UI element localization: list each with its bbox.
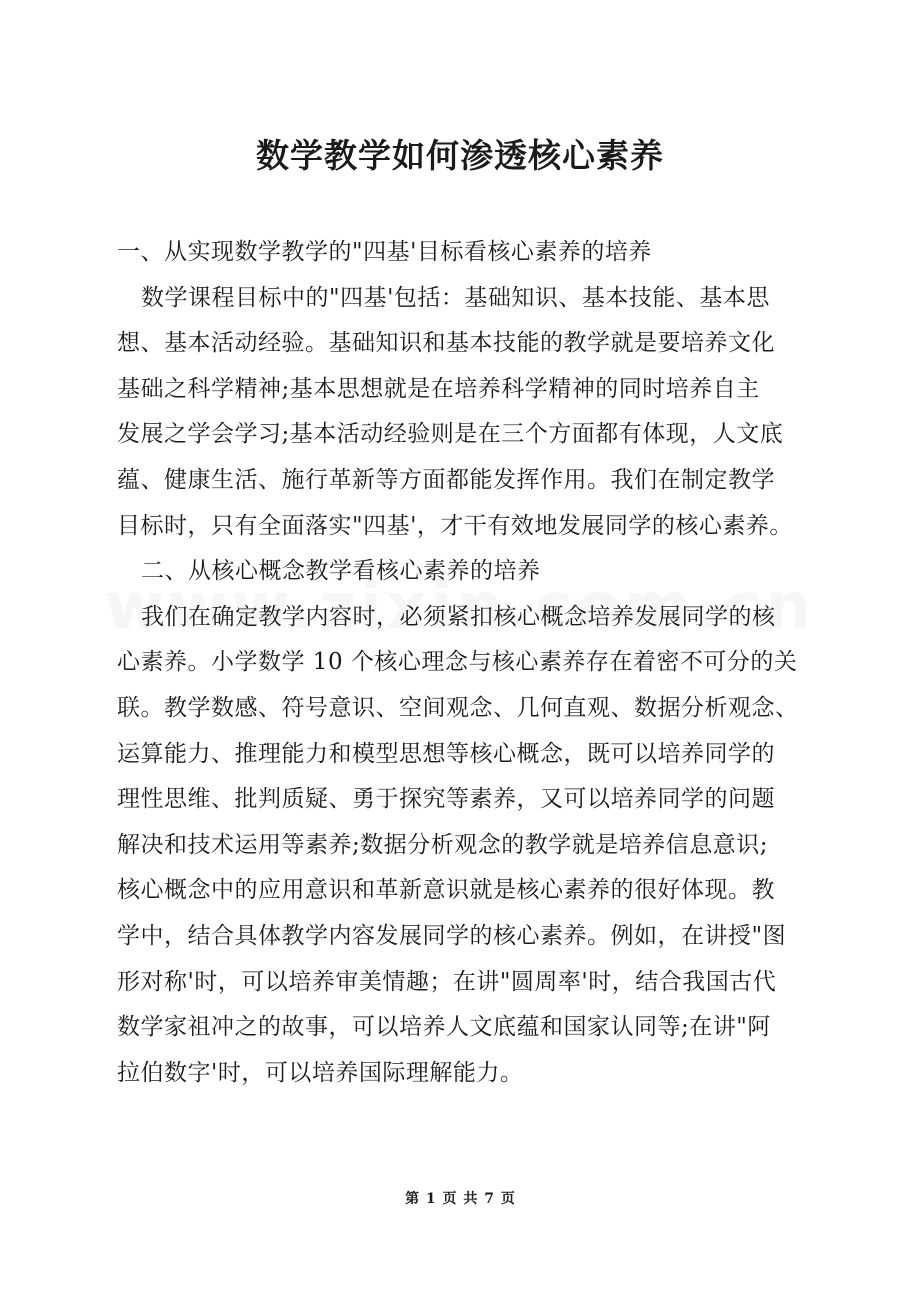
- paragraph-line: 学中，结合具体教学内容发展同学的核心素养。例如，在讲授"图: [117, 922, 787, 949]
- paragraph-line: 数学家祖冲之的故事，可以培养人文底蕴和国家认同等;在讲"阿: [117, 1014, 771, 1041]
- paragraph-line: 运算能力、推理能力和模型思想等核心概念，既可以培养同学的: [117, 740, 775, 767]
- paragraph-line: 拉伯数字'时，可以培养国际理解能力。: [117, 1059, 524, 1086]
- document-title: 数学教学如何渗透核心素养: [256, 136, 664, 175]
- paragraph-line: 蕴、健康生活、施行革新等方面都能发挥作用。我们在制定教学: [117, 466, 775, 493]
- paragraph-line: 发展之学会学习;基本活动经验则是在三个方面都有体现，人文底: [117, 421, 784, 448]
- paragraph-line: 一、从实现数学教学的"四基'目标看核心素养的培养: [117, 239, 652, 265]
- paragraph-line: 解决和技术运用等素养;数据分析观念的教学就是培养信息意识;: [117, 831, 768, 858]
- paragraph-line: 联。教学数感、符号意识、空间观念、几何直观、数据分析观念、: [117, 694, 799, 721]
- page-number: 第 1 页 共 7 页: [405, 1191, 515, 1207]
- paragraph-line: 核心概念中的应用意识和革新意识就是核心素养的很好体现。教: [117, 877, 775, 904]
- document-body: [117, 230, 817, 1096]
- paragraph-line: 目标时，只有全面落实"四基'，才干有效地发展同学的核心素养。: [117, 512, 793, 539]
- paragraph-line: 二、从核心概念教学看核心素养的培养: [141, 558, 541, 585]
- paragraph-line: 想、基本活动经验。基础知识和基本技能的教学就是要培养文化: [117, 330, 775, 357]
- paragraph-line: 数学课程目标中的"四基'包括：基础知识、基本技能、基本思: [141, 284, 770, 311]
- paragraph-line: 基础之科学精神;基本思想就是在培养科学精神的同时培养自主: [117, 375, 760, 402]
- paragraph-line: 理性思维、批判质疑、勇于探究等素养，又可以培养同学的问题: [117, 786, 775, 813]
- paragraph-line: 我们在确定教学内容时，必须紧扣核心概念培养发展同学的核: [141, 603, 776, 630]
- paragraph-line: 心素养。小学数学 10 个核心理念与核心素养存在着密不可分的关: [117, 649, 798, 676]
- paragraph-line: 形对称'时，可以培养审美情趣；在讲"圆周率'时，结合我国古代: [117, 968, 777, 995]
